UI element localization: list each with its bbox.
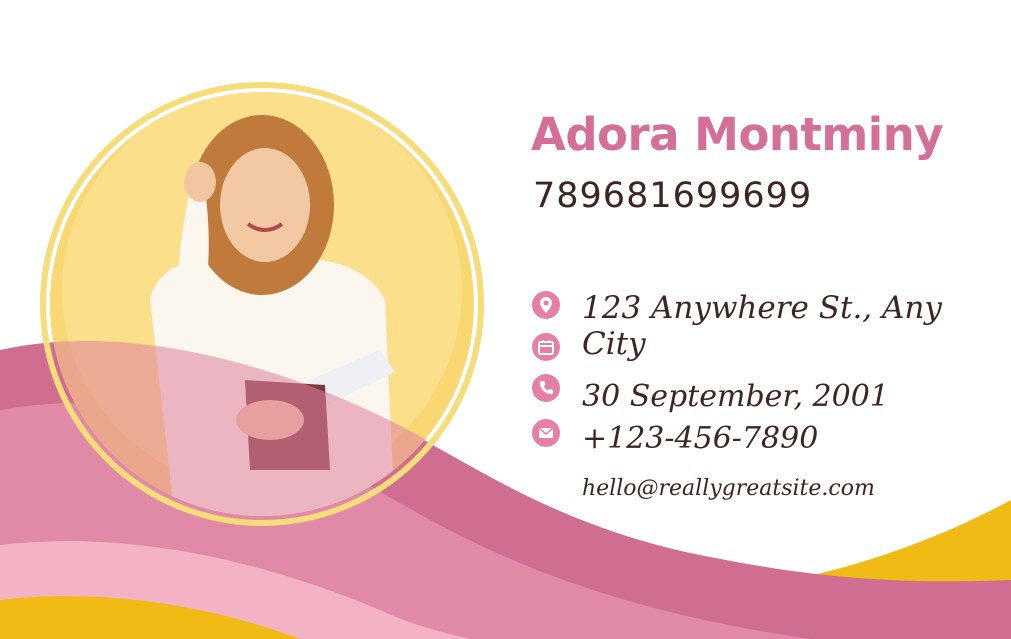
phone-icon (532, 374, 560, 402)
calendar-icon (532, 333, 560, 361)
location-pin-icon (532, 291, 560, 319)
id-number: 789681699699 (533, 176, 813, 216)
card-name: Adora Montminy (531, 108, 944, 161)
contact-phone: +123-456-7890 (582, 421, 819, 456)
contact-email: hello@reallygreatsite.com (582, 476, 875, 501)
contact-address: 123 Anywhere St., Any City (582, 290, 942, 362)
envelope-icon (532, 419, 560, 447)
contact-birthdate: 30 September, 2001 (582, 379, 889, 414)
